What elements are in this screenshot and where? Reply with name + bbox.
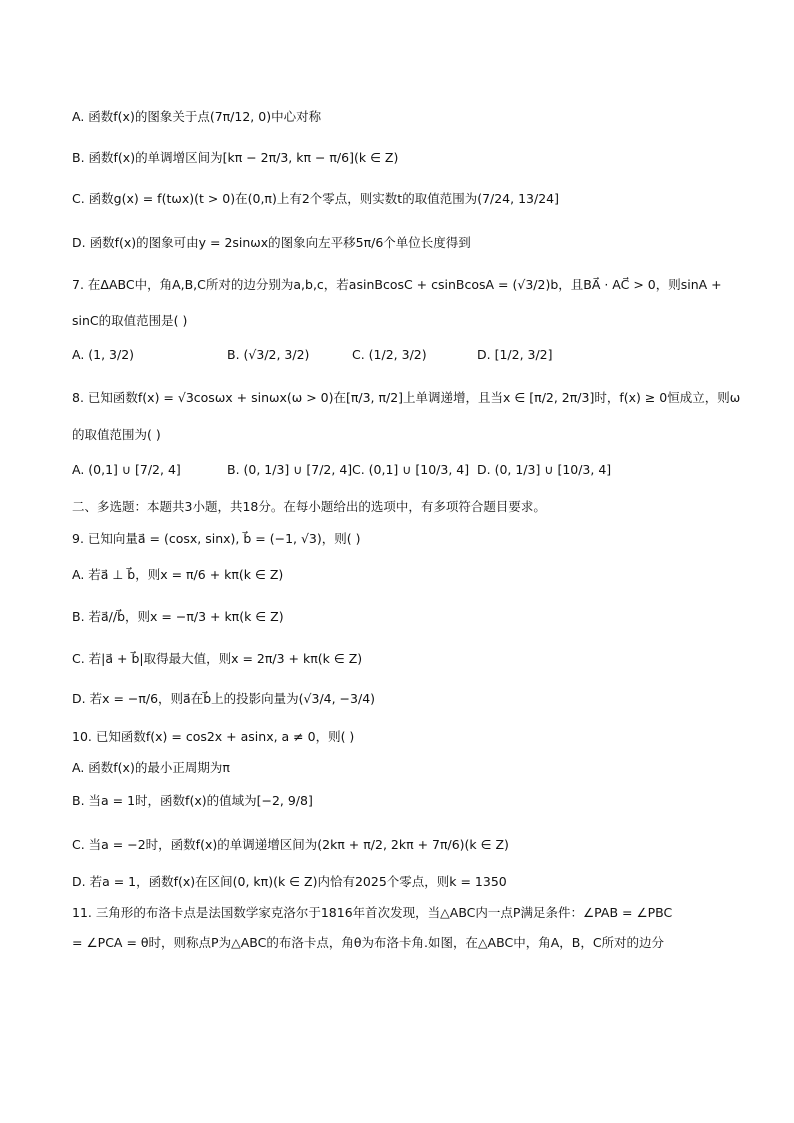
q7-stem-line1: 7. 在ΔABC中，角A,B,C所对的边分别为a,b,c，若asinBcosC + csinBcosA = (√3/2)b，且BA⃗ · AC⃗ > 0，则sinA + bbox=[72, 277, 722, 292]
q9-option-b: B. 若a⃗//b⃗，则x = −π/3 + kπ(k ∈ Z) bbox=[72, 609, 284, 624]
q7-option-d: D. [1/2, 3/2] bbox=[477, 347, 553, 362]
q10-option-b: B. 当a = 1时，函数f(x)的值域为[−2, 9/8] bbox=[72, 793, 313, 808]
q8-option-b: B. (0, 1/3] ∪ [7/2, 4] bbox=[227, 462, 353, 477]
q6-option-c: C. 函数g(x) = f(tωx)(t > 0)在(0,π)上有2个零点，则实数t的取值范围为(7/24, 13/24] bbox=[72, 191, 559, 206]
q9-option-c: C. 若|a⃗ + b⃗|取得最大值，则x = 2π/3 + kπ(k ∈ Z) bbox=[72, 651, 363, 666]
q9-option-a: A. 若a⃗ ⊥ b⃗，则x = π/6 + kπ(k ∈ Z) bbox=[72, 567, 284, 582]
section-multiple-choice-heading: 二、多选题：本题共3小题，共18分。在每小题给出的选项中，有多项符合题目要求。 bbox=[72, 499, 546, 514]
q10-option-a: A. 函数f(x)的最小正周期为π bbox=[72, 760, 230, 775]
q6-option-b: B. 函数f(x)的单调增区间为[kπ − 2π/3, kπ − π/6](k ∈ Z) bbox=[72, 150, 399, 165]
q10-option-d: D. 若a = 1，函数f(x)在区间(0, kπ)(k ∈ Z)内恰有2025个零点，则k = 1350 bbox=[72, 874, 507, 889]
q7-stem-line2: sinC的取值范围是( ) bbox=[72, 313, 188, 328]
q7-option-a: A. (1, 3/2) bbox=[72, 347, 135, 362]
q8-option-c: C. (0,1] ∪ [10/3, 4] bbox=[352, 462, 470, 477]
q6-option-a: A. 函数f(x)的图象关于点(7π/12, 0)中心对称 bbox=[72, 109, 322, 124]
q10-option-c: C. 当a = −2时，函数f(x)的单调递增区间为(2kπ + π/2, 2kπ + 7π/6)(k ∈ Z) bbox=[72, 837, 509, 852]
q8-option-a: A. (0,1] ∪ [7/2, 4] bbox=[72, 462, 181, 477]
q7-option-c: C. (1/2, 3/2) bbox=[352, 347, 427, 362]
q7-option-b: B. (√3/2, 3/2) bbox=[227, 347, 310, 362]
q10-stem: 10. 已知函数f(x) = cos2x + asinx, a ≠ 0，则( ) bbox=[72, 729, 355, 744]
q8-stem-line2: 的取值范围为( ) bbox=[72, 427, 161, 442]
q9-stem: 9. 已知向量a⃗ = (cosx, sinx), b⃗ = (−1, √3)，则( ) bbox=[72, 531, 361, 546]
q9-option-d: D. 若x = −π/6，则a⃗在b⃗上的投影向量为(√3/4, −3/4) bbox=[72, 691, 376, 706]
q6-option-d: D. 函数f(x)的图象可由y = 2sinωx的图象向左平移5π/6个单位长度得到 bbox=[72, 235, 471, 250]
q8-stem-line1: 8. 已知函数f(x) = √3cosωx + sinωx(ω > 0)在[π/3, π/2]上单调递增，且当x ∈ [π/2, 2π/3]时，f(x) ≥ 0恒成立，则ω bbox=[72, 390, 741, 405]
q11-stem-line1: 11. 三角形的布洛卡点是法国数学家克洛尔于1816年首次发现，当△ABC内一点P满足条件：∠PAB = ∠PBC bbox=[72, 905, 673, 920]
q8-option-d: D. (0, 1/3] ∪ [10/3, 4] bbox=[477, 462, 612, 477]
q11-stem-line2: = ∠PCA = θ时，则称点P为△ABC的布洛卡点，角θ为布洛卡角.如图，在△ABC中，角A，B，C所对的边分 bbox=[72, 935, 665, 950]
